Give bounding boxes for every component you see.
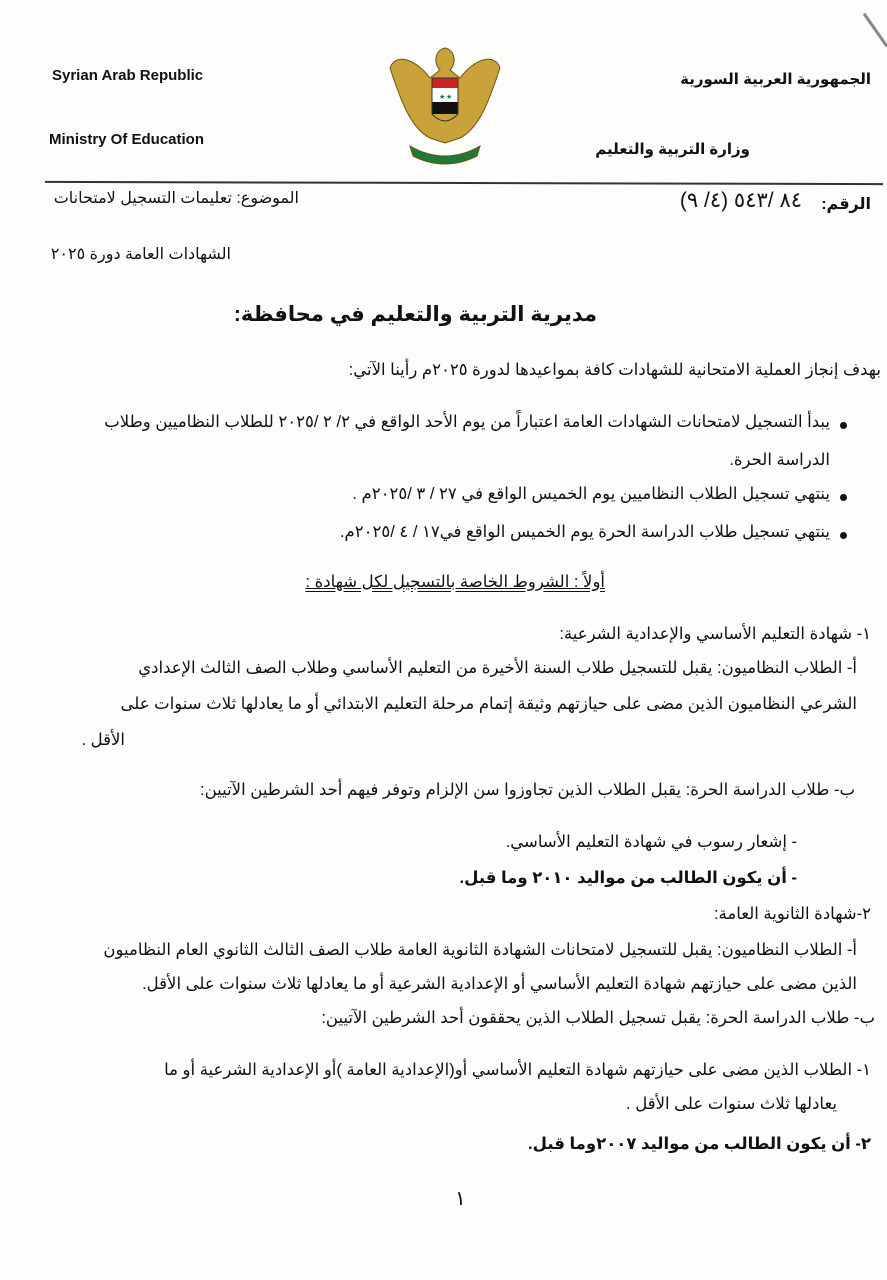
document-title: مديرية التربية والتعليم في محافظة:: [233, 303, 597, 326]
cert1-cond1: - إشعار رسوب في شهادة التعليم الأساسي.: [505, 833, 797, 851]
section-heading: أولاً : الشروط الخاصة بالتسجيل لكل شهادة :: [305, 573, 605, 591]
cert1-a-line3: الأقل .: [81, 731, 125, 749]
svg-text:★: ★: [439, 93, 446, 101]
cert1-a-line1: أ- الطلاب النظاميون: يقبل للتسجيل طلاب السنة الأخيرة من التعليم الأساسي وطلاب الصف الثالث الإعدادي: [138, 659, 857, 677]
ref-label: الرقم:: [821, 196, 871, 213]
cert2-b: ب- طلاب الدراسة الحرة: يقبل تسجيل الطلاب الذين يحققون أحد الشرطين الآتيين:: [321, 1009, 875, 1027]
header-ar-ministry: وزارة التربية والتعليم: [595, 141, 750, 158]
cert1-heading: ١- شهادة التعليم الأساسي والإعدادية الشرعية:: [559, 625, 871, 643]
page-number: ١: [455, 1186, 466, 1210]
bullet-1-line1: يبدأ التسجيل لامتحانات الشهادات العامة اعتباراً من يوم الأحد الواقع في ٢/ ٢ /٢٠٢٥ للطلاب النظاميين وطلاب: [104, 413, 830, 431]
bullet-3: ينتهي تسجيل طلاب الدراسة الحرة يوم الخميس الواقع في١٧ / ٤ /٢٠٢٥م.: [339, 523, 830, 541]
cert2-cond2: ٢- أن يكون الطالب من مواليد ٢٠٠٧وما قبل.: [528, 1135, 871, 1153]
header-en-country: Syrian Arab Republic: [52, 67, 204, 84]
header-ar-country: الجمهورية العربية السورية: [680, 71, 871, 88]
scan-mark: [863, 13, 887, 47]
bullet-icon: [840, 532, 847, 539]
bullet-icon: [840, 494, 847, 501]
cert2-cond1-line2: يعادلها ثلاث سنوات على الأقل .: [626, 1095, 837, 1113]
bullet-icon: [840, 422, 847, 429]
bullet-1-line2: الدراسة الحرة.: [729, 451, 830, 469]
header-en-ministry: Ministry Of Education: [49, 131, 205, 148]
svg-text:★: ★: [446, 93, 453, 101]
subject-line1: الموضوع: تعليمات التسجيل لامتحانات: [53, 190, 299, 207]
cert1-cond2: - أن يكون الطالب من مواليد ٢٠١٠ وما قبل.: [459, 869, 797, 887]
cert1-b: ب- طلاب الدراسة الحرة: يقبل الطلاب الذين تجاوزوا سن الإلزام وتوفر فيهم أحد الشرطين الآتيين:: [199, 781, 855, 799]
cert1-a-line2: الشرعي النظاميون الذين مضى على حيازتهم وثيقة إتمام مرحلة التعليم الابتدائي أو ما يعادلها ثلاث سنوات على: [120, 695, 857, 713]
cert2-cond1-line1: ١- الطلاب الذين مضى على حيازتهم شهادة التعليم الأساسي أو(الإعدادية العامة )أو الإعدادية الشرعية أو ما: [164, 1061, 871, 1079]
cert2-heading: ٢-شهادة الثانوية العامة:: [713, 905, 871, 923]
subject-line2: الشهادات العامة دورة ٢٠٢٥: [50, 246, 231, 263]
intro-text: بهدف إنجاز العملية الامتحانية للشهادات كافة بمواعيدها لدورة ٢٠٢٥م رأينا الآتي:: [348, 361, 881, 379]
header-divider: [45, 181, 883, 185]
cert2-a-line1: أ- الطلاب النظاميون: يقبل للتسجيل لامتحانات الشهادة الثانوية العامة طلاب الصف الثالث الثانوي العام النظاميون: [103, 941, 857, 959]
ref-number: ٨٤ /٥٤٣ (٤/ ٩): [679, 189, 802, 212]
syrian-eagle-emblem: [385, 38, 505, 170]
bullet-2: ينتهي تسجيل الطلاب النظاميين يوم الخميس الواقع في ٢٧ / ٣ /٢٠٢٥م .: [352, 485, 830, 503]
cert2-a-line2: الذين مضى على حيازتهم شهادة التعليم الأساسي أو الإعدادية الشرعية أو ما يعادلها ثلاث سنوات على الأقل.: [142, 975, 857, 993]
